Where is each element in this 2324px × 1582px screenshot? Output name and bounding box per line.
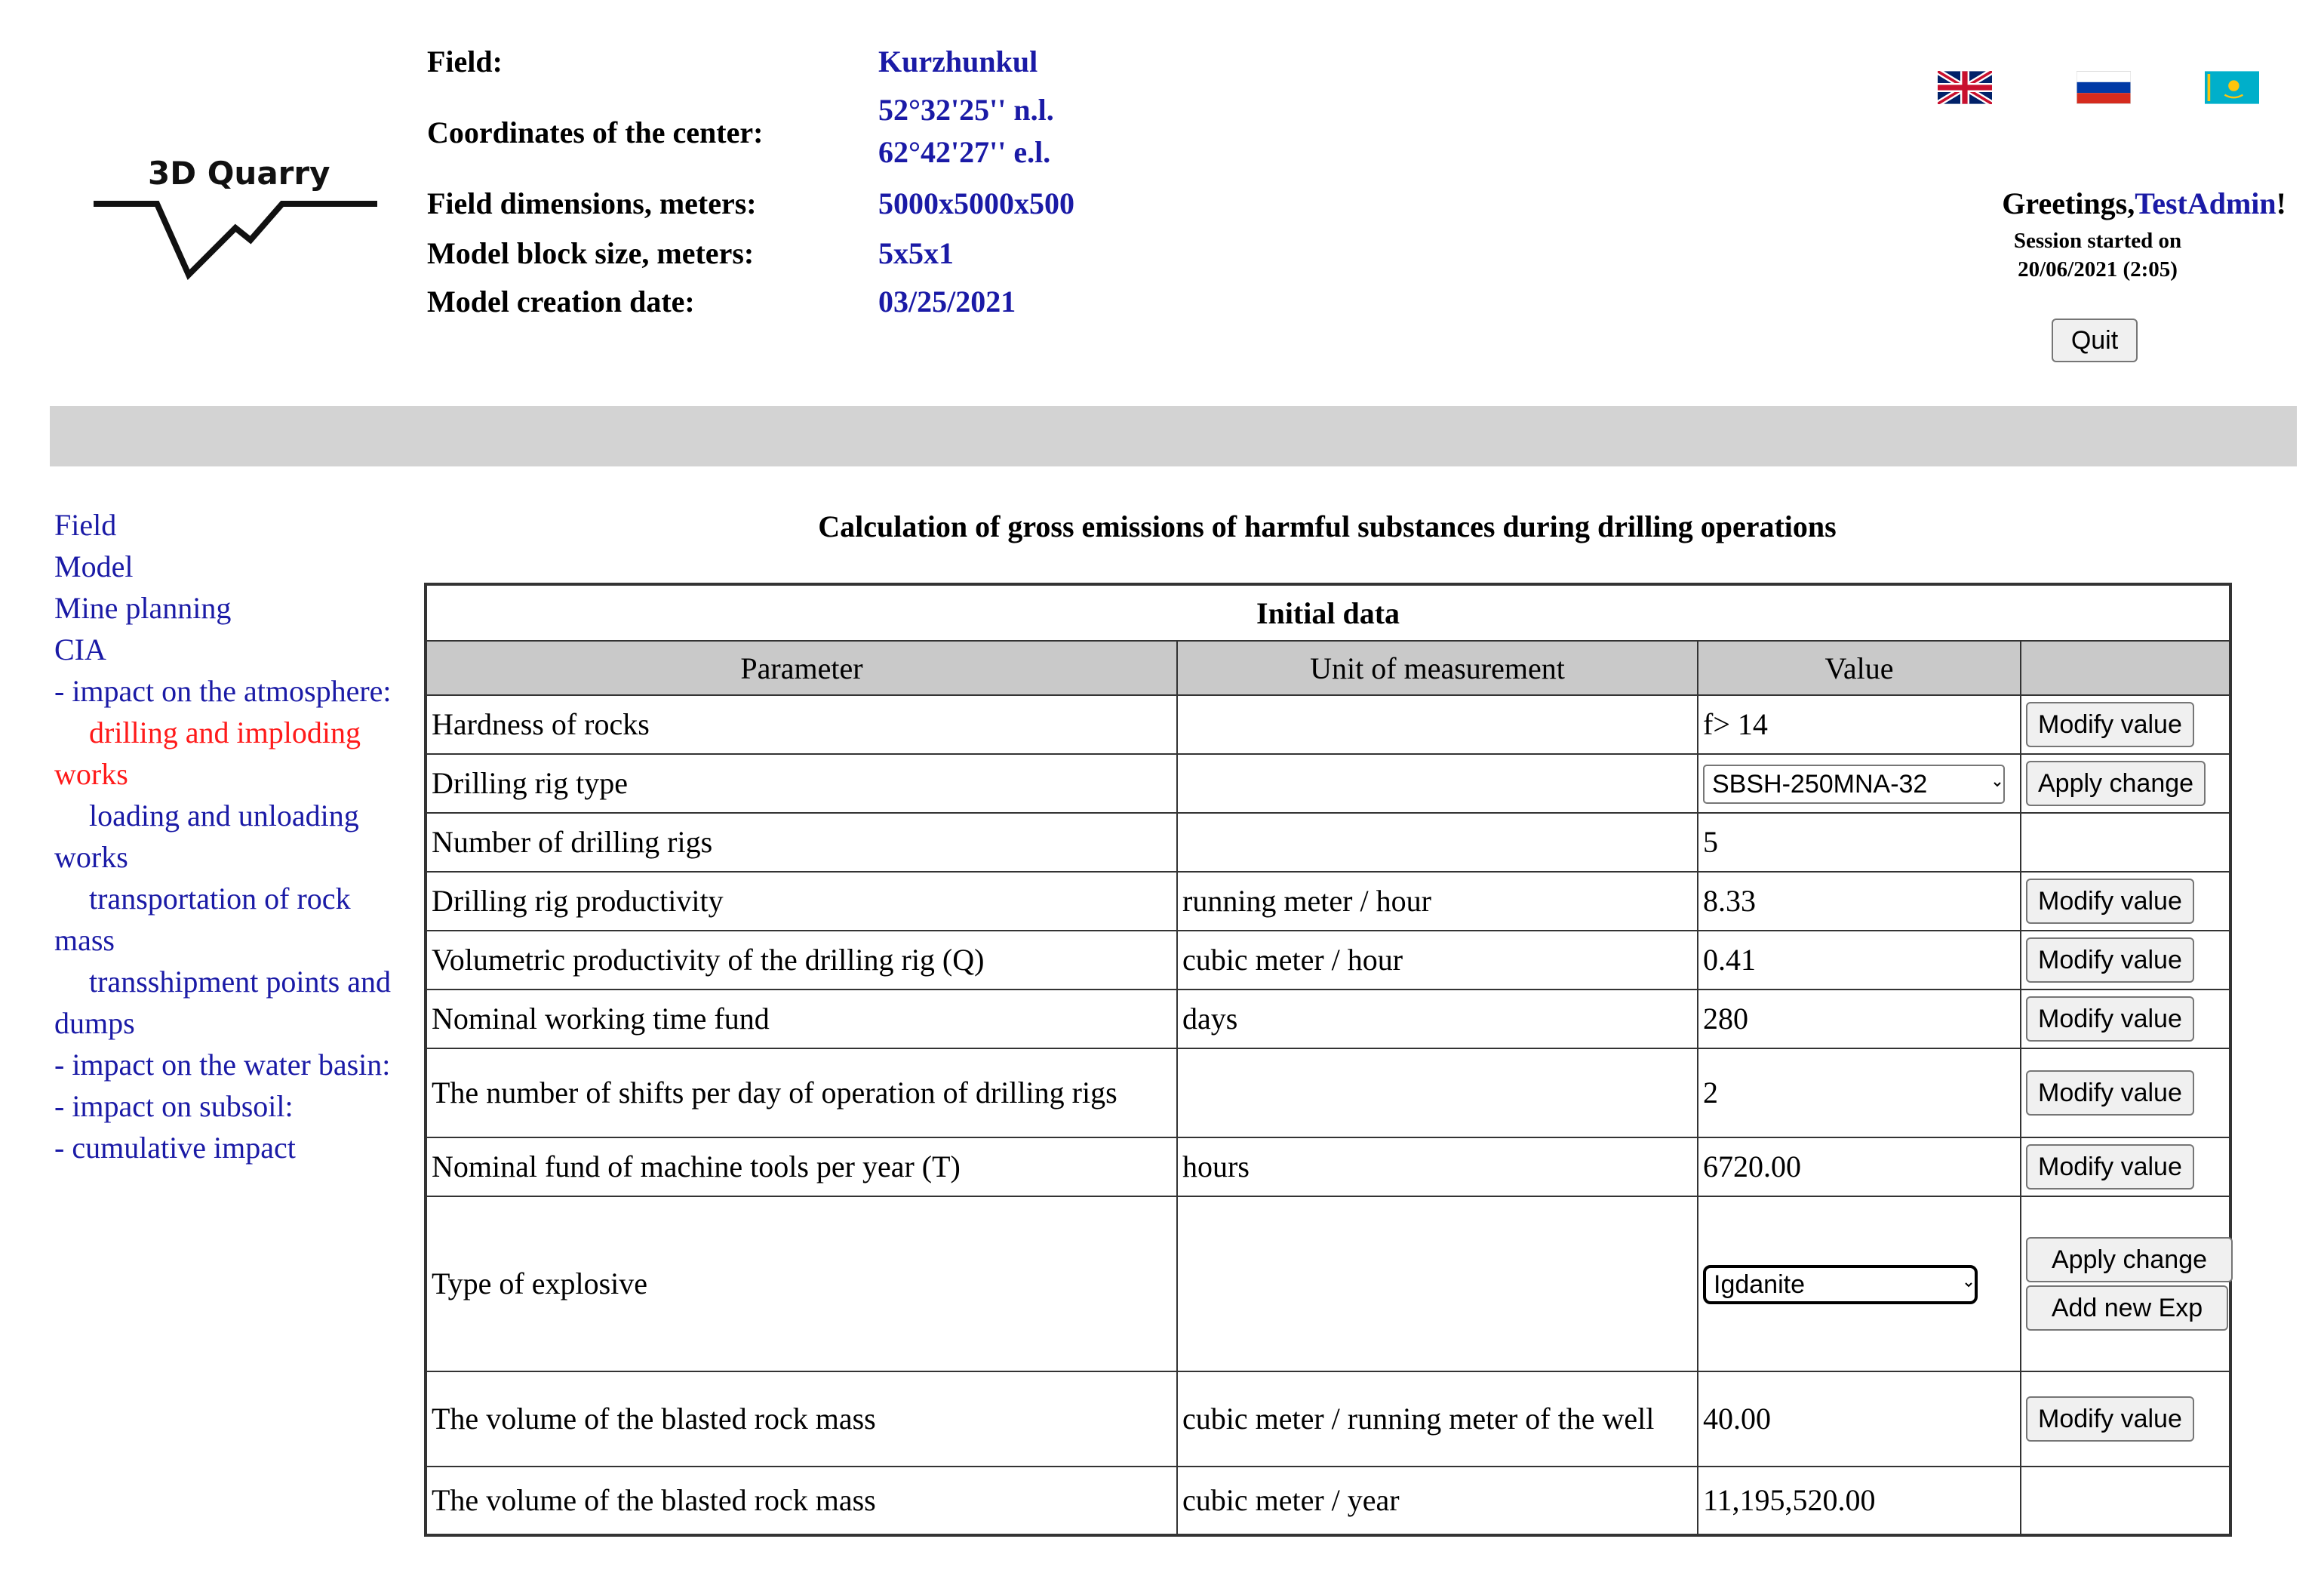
value-cell: 2 [1698,1048,2021,1137]
value-cell: 0.41 [1698,931,2021,990]
table-row [426,1048,2230,1137]
drilling-rig-type-select[interactable] [1703,765,2005,804]
unit-cell: running meter / hour [1177,872,1698,931]
parameter-cell: Type of explosive [426,1196,1177,1371]
parameter-cell: Drilling rig productivity [426,872,1177,931]
uk-flag-icon[interactable] [1938,71,1992,104]
unit-cell: cubic meter / running meter of the well [1177,1371,1698,1467]
sidebar-item-atmosphere[interactable]: - impact on the atmosphere: [54,674,392,708]
table-header-row [426,641,2230,695]
table-row [426,872,2230,931]
table-row [426,695,2230,754]
empty-action-cell [2021,813,2230,872]
session-info [1939,226,2256,284]
sidebar-item-loading-unloading[interactable]: loading and unloading works [54,799,359,874]
coordinates-label: Coordinates of the center: [427,115,764,149]
add-new-exp-button[interactable]: Add new Exp [2026,1285,2228,1331]
unit-cell [1177,1196,1698,1371]
quit-button[interactable]: Quit [2052,319,2138,362]
table-row [426,1371,2230,1467]
session-time: 20/06/2021 (2:05) [2018,257,2178,282]
modify-value-button[interactable]: Modify value [2026,702,2194,747]
apply-change-button[interactable]: Apply change [2026,761,2206,806]
greeting [1909,186,2286,221]
column-header-parameter: Parameter [426,641,1177,695]
value-cell: 8.33 [1698,872,2021,931]
modify-value-button[interactable]: Modify value [2026,996,2194,1042]
value-cell: 11,195,520.00 [1698,1467,2021,1535]
parameter-cell: Number of drilling rigs [426,813,1177,872]
empty-action-cell [2021,1467,2230,1535]
table-row [426,1467,2230,1535]
parameter-cell: The number of shifts per day of operation of drilling rigs [426,1048,1177,1137]
sidebar-item-subsoil[interactable]: - impact on subsoil: [54,1089,294,1123]
sidebar-item-water-basin[interactable]: - impact on the water basin: [54,1048,391,1082]
table-row [426,931,2230,990]
table-row [426,813,2230,872]
creation-date-label: Model creation date: [427,285,695,319]
sidebar-item-cumulative[interactable]: - cumulative impact [54,1131,296,1165]
parameter-cell: The volume of the blasted rock mass [426,1467,1177,1535]
russia-flag-icon[interactable] [2077,71,2131,104]
session-label: Session started on [2013,229,2182,253]
table-row [426,1137,2230,1196]
value-cell: 280 [1698,990,2021,1048]
dimensions-label: Field dimensions, meters: [427,186,757,220]
initial-data-table [424,583,2232,1537]
logo-text: 3D Quarry [148,155,330,192]
unit-cell [1177,1048,1698,1137]
modify-value-button[interactable]: Modify value [2026,879,2194,924]
value-cell: f> 14 [1698,695,2021,754]
unit-cell: hours [1177,1137,1698,1196]
sidebar-item-transshipment[interactable]: transshipment points and dumps [54,965,391,1040]
field-label: Field: [427,45,503,78]
block-size-value: 5x5x1 [878,236,954,270]
modify-value-button[interactable]: Modify value [2026,1070,2194,1116]
sidebar-item-mine-planning[interactable]: Mine planning [54,591,232,625]
table-row [426,754,2230,813]
unit-cell [1177,754,1698,813]
parameter-cell: Hardness of rocks [426,695,1177,754]
page-title: Calculation of gross emissions of harmful substances during drilling operations [818,509,1837,543]
column-header-value: Value [1698,641,2021,695]
parameter-cell: Nominal fund of machine tools per year (T) [426,1137,1177,1196]
sidebar-item-model[interactable]: Model [54,549,134,583]
modify-value-button[interactable]: Modify value [2026,937,2194,983]
value-cell: 6720.00 [1698,1137,2021,1196]
unit-cell: cubic meter / hour [1177,931,1698,990]
explosive-actions [2026,1237,2224,1331]
value-cell: 5 [1698,813,2021,872]
kazakhstan-flag-icon[interactable] [2205,71,2259,104]
modify-value-button[interactable]: Modify value [2026,1396,2194,1442]
table-row [426,1196,2230,1371]
table-caption: Initial data [426,584,2230,641]
column-header-actions [2021,641,2230,695]
sidebar-item-cia[interactable]: CIA [54,632,106,666]
logo [85,149,386,285]
sidebar [54,504,409,1168]
unit-cell [1177,695,1698,754]
table-row [426,990,2230,1048]
username-link[interactable]: TestAdmin [2135,186,2276,220]
coordinates-lat-value: 52°32'25'' n.l. [878,93,1054,127]
greeting-prefix: Greetings, [2002,186,2135,220]
menu-bar [50,406,2297,466]
value-cell: 40.00 [1698,1371,2021,1467]
sidebar-item-transportation[interactable]: transportation of rock mass [54,882,351,957]
creation-date-value: 03/25/2021 [878,285,1016,319]
parameter-cell: Volumetric productivity of the drilling rig (Q) [426,931,1177,990]
parameter-cell: Nominal working time fund [426,990,1177,1048]
field-value: Kurzhunkul [878,45,1038,78]
sidebar-item-drilling-imploding[interactable]: drilling and imploding works [54,716,361,791]
greeting-suffix: ! [2276,186,2286,220]
parameter-cell: The volume of the blasted rock mass [426,1371,1177,1467]
column-header-unit: Unit of measurement [1177,641,1698,695]
dimensions-value: 5000x5000x500 [878,186,1074,220]
unit-cell [1177,813,1698,872]
explosive-type-select[interactable] [1703,1265,1978,1304]
coordinates-lon-value: 62°42'27'' e.l. [878,135,1051,169]
parameter-cell: Drilling rig type [426,754,1177,813]
sidebar-item-field[interactable]: Field [54,508,117,542]
unit-cell: days [1177,990,1698,1048]
unit-cell: cubic meter / year [1177,1467,1698,1535]
modify-value-button[interactable]: Modify value [2026,1144,2194,1190]
block-size-label: Model block size, meters: [427,236,755,270]
apply-change-button[interactable]: Apply change [2026,1237,2233,1282]
